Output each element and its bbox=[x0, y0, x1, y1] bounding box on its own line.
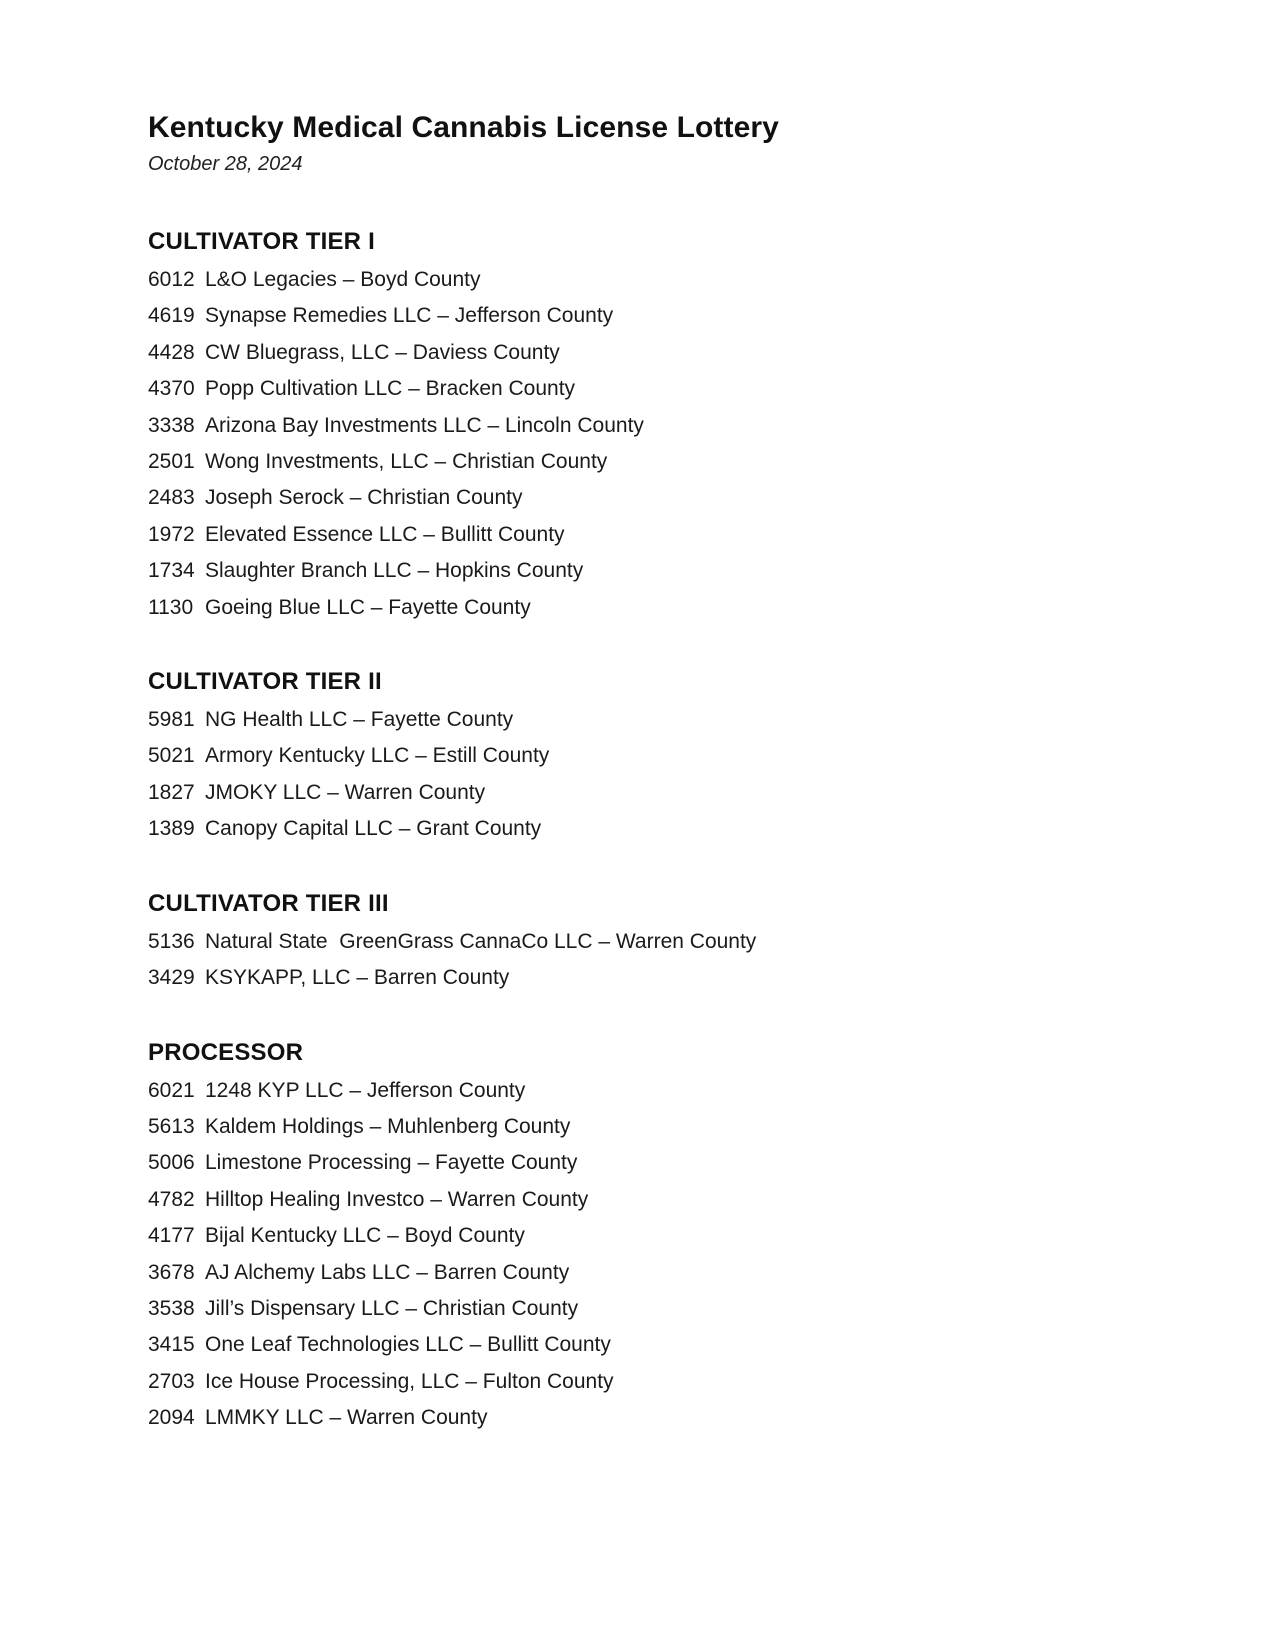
list-item bbox=[148, 408, 1265, 444]
entry-text: Armory Kentucky LLC – Estill County bbox=[205, 744, 550, 768]
entry-number: 1734 bbox=[148, 559, 195, 583]
document-date: October 28, 2024 bbox=[148, 153, 303, 175]
entry-number: 3338 bbox=[148, 413, 195, 437]
entry-list bbox=[148, 924, 1265, 997]
entry-number: 5136 bbox=[148, 929, 195, 953]
entry-text: Wong Investments, LLC – Christian County bbox=[205, 450, 608, 474]
entry-number: 5021 bbox=[148, 744, 195, 768]
entry-list bbox=[148, 1073, 1265, 1437]
list-item bbox=[148, 738, 1265, 774]
list-item bbox=[148, 262, 1265, 298]
entry-text: 1248 KYP LLC – Jefferson County bbox=[205, 1078, 526, 1102]
list-item bbox=[148, 371, 1265, 407]
list-item bbox=[148, 1255, 1265, 1291]
entry-list bbox=[148, 702, 1265, 848]
entry-text: Kaldem Holdings – Muhlenberg County bbox=[205, 1114, 571, 1138]
list-item bbox=[148, 444, 1265, 480]
entry-text: Elevated Essence LLC – Bullitt County bbox=[205, 522, 565, 546]
list-item bbox=[148, 960, 1265, 996]
section-heading: PROCESSOR bbox=[148, 1038, 304, 1066]
entry-text: L&O Legacies – Boyd County bbox=[205, 268, 481, 291]
list-item bbox=[148, 553, 1265, 589]
section-heading: CULTIVATOR TIER I bbox=[148, 228, 375, 255]
list-item bbox=[148, 590, 1265, 626]
list-item bbox=[148, 775, 1265, 811]
entry-text: Synapse Remedies LLC – Jefferson County bbox=[205, 304, 614, 328]
entry-text: Ice House Processing, LLC – Fulton County bbox=[205, 1369, 614, 1393]
document-title: Kentucky Medical Cannabis License Lottery bbox=[148, 111, 779, 144]
entry-number: 6021 bbox=[148, 1078, 195, 1102]
list-item bbox=[148, 1182, 1265, 1218]
entry-number: 1389 bbox=[148, 817, 195, 841]
entry-number: 6012 bbox=[148, 268, 195, 291]
list-item bbox=[148, 924, 1265, 960]
entry-number: 1130 bbox=[148, 595, 194, 619]
entry-text: One Leaf Technologies LLC – Bullitt County bbox=[205, 1333, 611, 1357]
list-item bbox=[148, 517, 1265, 553]
list-item bbox=[148, 1109, 1265, 1145]
list-item bbox=[148, 702, 1265, 738]
list-item bbox=[148, 1364, 1265, 1400]
entry-number: 5006 bbox=[148, 1151, 195, 1175]
entry-number: 1972 bbox=[148, 522, 195, 546]
entry-text: LMMKY LLC – Warren County bbox=[205, 1406, 488, 1430]
list-item bbox=[148, 1218, 1265, 1254]
entry-number: 2501 bbox=[148, 450, 195, 474]
section-cultivator-tier-1 bbox=[148, 224, 1265, 626]
entry-number: 5981 bbox=[148, 708, 195, 732]
list-item bbox=[148, 1073, 1265, 1109]
entry-text: Bijal Kentucky LLC – Boyd County bbox=[205, 1224, 525, 1248]
entry-text: Arizona Bay Investments LLC – Lincoln County bbox=[205, 413, 644, 437]
entry-text: Popp Cultivation LLC – Bracken County bbox=[205, 377, 576, 401]
section-processor bbox=[148, 1035, 1265, 1437]
entry-number: 4370 bbox=[148, 377, 195, 401]
entry-number: 3678 bbox=[148, 1260, 195, 1284]
list-item bbox=[148, 811, 1265, 847]
entry-text: Natural State GreenGrass CannaCo LLC – Warren County bbox=[205, 929, 757, 953]
entry-number: 3538 bbox=[148, 1296, 195, 1320]
list-item bbox=[148, 1327, 1265, 1363]
entry-list bbox=[148, 262, 1265, 626]
list-item bbox=[148, 480, 1265, 516]
entry-text: NG Health LLC – Fayette County bbox=[205, 708, 514, 732]
entry-text: AJ Alchemy Labs LLC – Barren County bbox=[205, 1260, 570, 1284]
list-item bbox=[148, 1400, 1265, 1436]
entry-text: Slaughter Branch LLC – Hopkins County bbox=[205, 559, 584, 583]
section-heading: CULTIVATOR TIER II bbox=[148, 668, 382, 696]
entry-text: CW Bluegrass, LLC – Daviess County bbox=[205, 340, 560, 364]
entry-number: 4782 bbox=[148, 1187, 195, 1211]
list-item bbox=[148, 1145, 1265, 1181]
entry-number: 2094 bbox=[148, 1406, 195, 1430]
entry-number: 4177 bbox=[148, 1224, 195, 1248]
entry-number: 2483 bbox=[148, 486, 195, 510]
section-cultivator-tier-2 bbox=[148, 664, 1265, 848]
list-item bbox=[148, 335, 1265, 371]
section-heading: CULTIVATOR TIER III bbox=[148, 889, 389, 917]
entry-text: Joseph Serock – Christian County bbox=[205, 486, 523, 510]
entry-number: 4428 bbox=[148, 340, 195, 364]
entry-number: 2703 bbox=[148, 1369, 195, 1393]
entry-number: 5613 bbox=[148, 1114, 195, 1138]
entry-text: Limestone Processing – Fayette County bbox=[205, 1151, 578, 1175]
section-cultivator-tier-3 bbox=[148, 886, 1265, 997]
entry-number: 3429 bbox=[148, 966, 195, 990]
entry-text: JMOKY LLC – Warren County bbox=[205, 780, 486, 804]
list-item bbox=[148, 1291, 1265, 1327]
entry-number: 1827 bbox=[148, 780, 195, 804]
entry-text: KSYKAPP, LLC – Barren County bbox=[205, 966, 510, 990]
entry-text: Canopy Capital LLC – Grant County bbox=[205, 817, 542, 841]
entry-text: Goeing Blue LLC – Fayette County bbox=[205, 595, 531, 619]
entry-number: 3415 bbox=[148, 1333, 195, 1357]
entry-text: Hilltop Healing Investco – Warren County bbox=[205, 1187, 589, 1211]
entry-number: 4619 bbox=[148, 304, 195, 328]
entry-text: Jill’s Dispensary LLC – Christian County bbox=[205, 1296, 579, 1320]
list-item bbox=[148, 298, 1265, 334]
